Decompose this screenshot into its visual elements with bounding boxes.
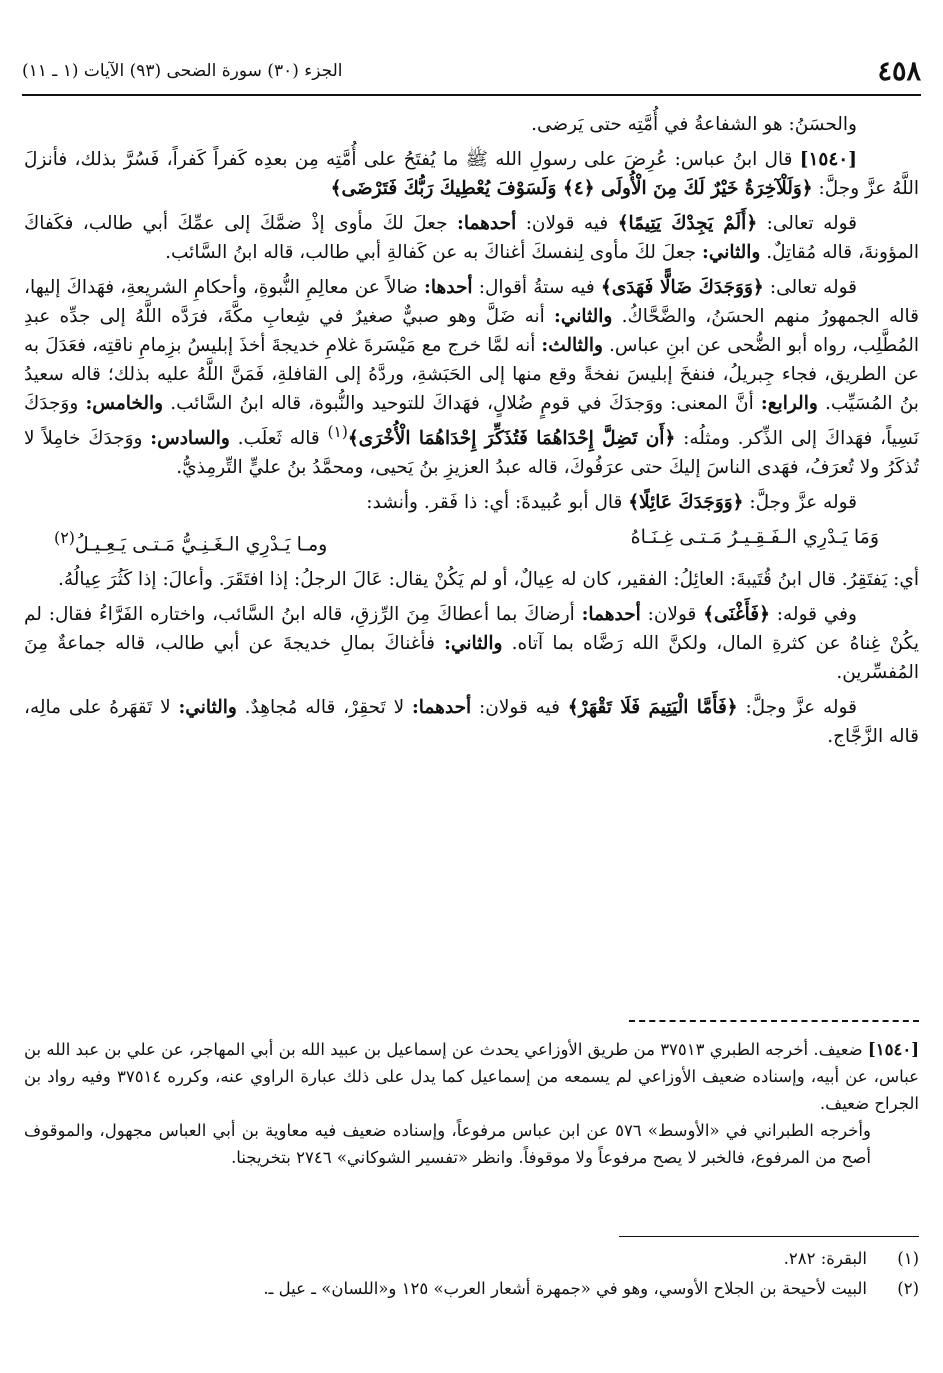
poem-hemistich-left: ومـا يَـدْرِي الـغَـنِـيُّ مَـتـى يَـعِـيـلُ$^{(٢)}$	[54, 528, 328, 556]
quran-verse: ﴿أَلَمْ يَجِدْكَ يَتِيمًا﴾	[617, 213, 758, 234]
paragraph: قوله عزَّ وجلَّ: ﴿وَوَجَدَكَ عَائِلًا﴾ قال أبو عُبيدةَ: أي: ذا فَقر. وأنشد:	[366, 492, 857, 514]
quran-verse: ﴿وَوَجَدَكَ ضَالًّا فَهَدَى﴾	[600, 277, 764, 298]
main-text	[24, 110, 919, 757]
footnote	[24, 1274, 919, 1304]
page-header	[22, 48, 921, 94]
quran-verse: ﴿فَأَمَّا الْيَتِيمَ فَلَا تَقْهَرْ﴾	[567, 697, 738, 719]
paragraph: [١٥٤٠] قال ابنُ عباس: عُرِضَ على رسولِ الله ﷺ ما يُفتَحُ على أُمَّتِه مِن بعدِه كَفراً كَفراً، فَسُرَّ بذلك، فأنزلَ اللَّهُ عزَّ وجلَّ: ﴿وَلَلْآخِرَةُ خَيْرٌ لَكَ مِنَ الْأُولَى ﴿٤﴾ وَلَسَوْفَ يُعْطِيكَ رَبُّكَ فَتَرْضَى﴾	[24, 149, 919, 199]
running-head: الجزء (٣٠) سورة الضحى (٩٣) الآيات (١ ـ ١١)	[22, 61, 343, 81]
paragraph: قوله تعالى: ﴿وَوَجَدَكَ ضَالًّا فَهَدَى﴾ فيه ستةُ أقوال: أحدها: ضالاً عن معالِمِ النُّبوةِ، وأحكامِ الشريعةِ، فهَداكَ إليها، قاله الجمهورُ منهم الحسَنُ، والضَّحَّاكُ. والثاني: أنه ضَلَّ وهو صبيٌّ صغيرٌ في شِعابِ مكَّةَ، فرَدَّه اللَّهُ إلى جدِّه عبدِ المُطَّلِب، رواه أبو الضُّحى عن ابنِ عباس. والثالث: أنه لمَّا خرج مع مَيْسَرةَ غلامِ خديجةَ أخذَ إبليسُ بزِمامِ ناقتِه، فعَدَلَ به عن الطريق، فجاء جِبريلُ، فنفخَ إبليسَ نفخةً وقع منها إلى الحَبَشةِ، وردَّهُ إلى القافلةِ، فَمَنَّ اللَّهُ عليه بذلك؛ قاله سعيدُ بنُ المُسَيِّب. والرابع: أنَّ المعنى: ووَجدَكَ في قومٍ ضُلالٍ، فهَداكَ للتوحيد والنُّبوة، قاله ابنُ السَّائب. والخامس: ووَجدَكَ نَسِياً، فهَداكَ إلى الذِّكر. ومثلُه: ﴿أَن تَضِلَّ إِحْدَاهُمَا فَتُذَكِّرَ إِحْدَاهُمَا الْأُخْرَى﴾$^{(١)}$ قاله ثَعلَب. والسادس: ووَجدَكَ خامِلاً لا تُذكَرُ ولا تُعرَفُ، فهَدى الناسَ إليكَ حتى عرَفُوكَ، قاله عبدُ العزيزِ بنُ يَحيى، ومحمَّدُ بنُ عليٍّ التِّرمِذيُّ.	[24, 277, 919, 479]
paragraph: قوله تعالى: ﴿أَلَمْ يَجِدْكَ يَتِيمًا﴾ فيه قولان: أحدهما: جعلَ لكَ مأوى إذْ ضمَّكَ إلى عمِّكَ أبي طالب، فكَفاكَ المؤونةَ، قاله مُقاتِلٌ. والثاني: جعلَ لكَ مأوى لِنفسكَ أغناكَ به عن كَفالةِ أبي طالب، قاله ابنُ السَّائب.	[24, 213, 919, 263]
footnote-ref: (٢)	[54, 528, 75, 548]
page-number: ٤٥٨	[877, 55, 921, 87]
poem-hemistich-right: وَمَا يَـدْرِي الـفَـقِـيـرُ مَـتـى غِـنَـاهُ	[630, 526, 879, 549]
dashed-separator	[629, 1020, 919, 1022]
paragraph: أي: يَفتَقِرُ. قال ابنُ قُتَيبةَ: العائِلُ: الفقير، كان له عِيالٌ، أو لم يَكُنْ يقال: عَالَ الرجلُ: إذا افتَقَرَ. وأعالَ: إذا كَثُرَ عِيالُهُ.	[58, 569, 919, 591]
footnote	[24, 1244, 919, 1274]
note: وأخرجه الطبراني في «الأوسط» ٥٧٦ عن ابن عباس مرفوعاً، وإسناده ضعيف فيه معاوية بن أبي العباس مجهول، والموقوف أصح من المرفوع، فالخبر لا يصح مرفوعاً ولا موقوفاً. وانظر «تفسير الشوكاني» ٢٧٤٦ بتخريجنا.	[24, 1121, 871, 1167]
quran-verse: ﴿وَلَلْآخِرَةُ خَيْرٌ لَكَ مِنَ الْأُولَى ﴿٤﴾ وَلَسَوْفَ يُعْطِيكَ رَبُّكَ فَتَرْضَى﴾	[330, 178, 813, 199]
footnote-text: البقرة: ٢٨٢.	[783, 1249, 867, 1268]
footnote-text: البيت لأحيحة بن الجلاح الأوسي، وهو في «جمهرة أشعار العرب» ١٢٥ و«اللسان» ـ عيل ـ.	[263, 1279, 867, 1298]
paragraph: وفي قوله: ﴿فَأَغْنَى﴾ قولان: أحدهما: أرضاكَ بما أعطاكَ مِنَ الرِّزقِ، قاله ابنُ السَّائب، واختاره الفَرَّاءُ فقال: لم يكُنْ غِناهُ عن كثرةِ المال، ولكنَّ الله رَضَّاه بما آتاه. والثاني: فأغناكَ بمالِ خديجةَ عن أبي طالب، قاله جماعةٌ مِنَ المُفسِّرين.	[24, 604, 919, 684]
header-rule	[22, 94, 921, 96]
paragraph: والحسَنُ: هو الشفاعةُ في أُمَّتِه حتى يَرضى.	[531, 114, 857, 135]
footnotes	[24, 1244, 919, 1304]
footnote-ref: (١)	[327, 423, 348, 441]
quran-verse: ﴿وَوَجَدَكَ عَائِلًا﴾	[628, 492, 744, 514]
quran-verse: ﴿أَن تَضِلَّ إِحْدَاهُمَا فَتُذَكِّرَ إِحْدَاهُمَا الْأُخْرَى﴾	[347, 428, 676, 450]
poem-verse	[24, 523, 919, 559]
footnote-mark: (٢)	[897, 1279, 919, 1298]
hadith-number: [١٥٤٠]	[867, 1040, 919, 1059]
paragraph: قوله عزَّ وجلَّ: ﴿فَأَمَّا الْيَتِيمَ فَلَا تَقْهَرْ﴾ فيه قولان: أحدهما: لا تَحقِرْ، قاله مُجاهِدٌ. والثاني: لا تَقهَرهُ على مالِه، قاله الزَّجَّاج.	[24, 697, 919, 748]
note: [١٥٤٠] ضعيف. أخرجه الطبري ٣٧٥١٣ من طريق الأوزاعي يحدث عن إسماعيل بن عبيد الله بن أبي المهاجر، عن علي بن عبد الله بن عباس، عن أبيه، وإسناده ضعيف الأوزاعي لم يسمعه من إسماعيل كما يدل على ذلك عبارة الراوي عنه، وكرره ٣٧٥١٤ وفيه رواد بن الجراح ضعيف.	[24, 1040, 919, 1113]
quran-verse: ﴿فَأَغْنَى﴾	[703, 604, 770, 626]
footnote-mark: (١)	[897, 1249, 919, 1268]
footnote-separator	[619, 1236, 919, 1237]
hadith-number: [١٥٤٠]	[799, 149, 857, 170]
hadith-notes	[24, 1036, 919, 1171]
